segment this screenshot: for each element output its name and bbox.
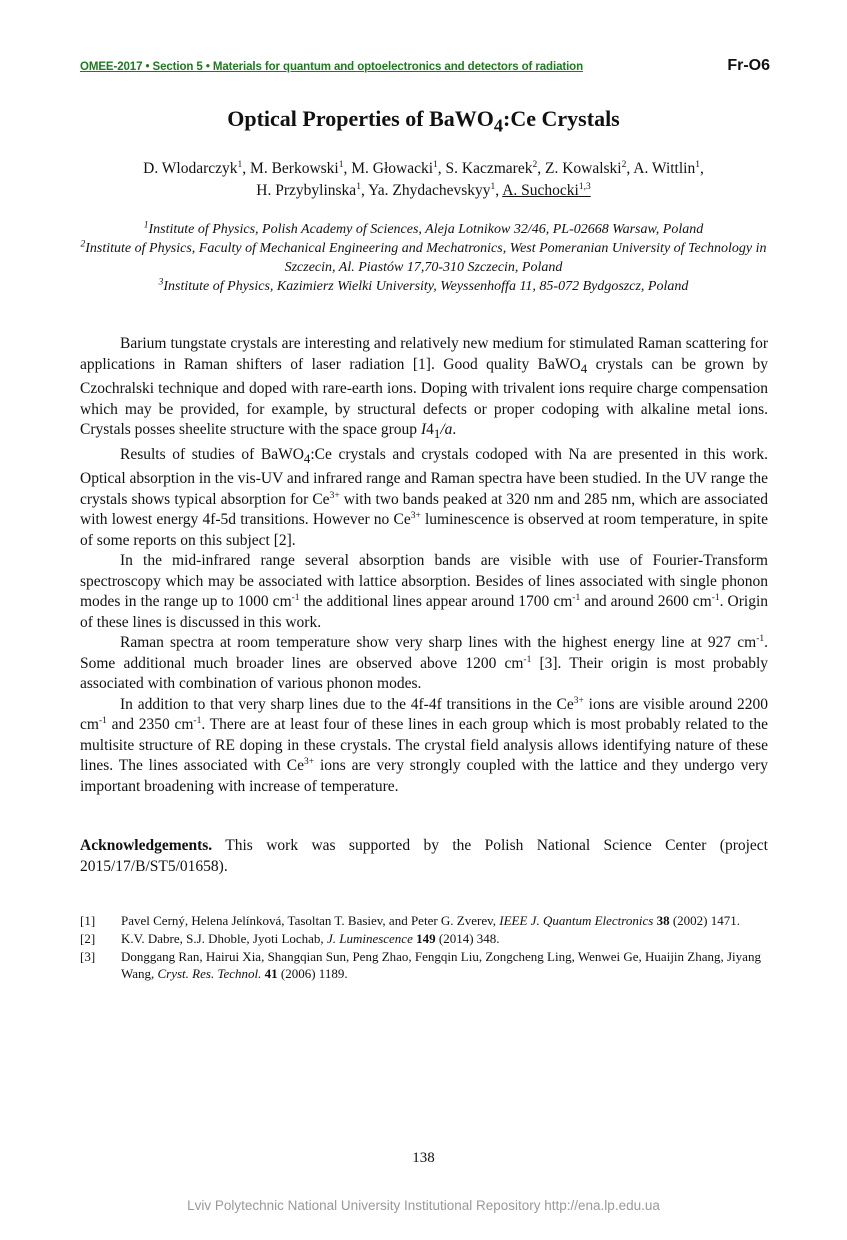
author-affil: 2: [532, 159, 538, 170]
space-group: /a: [440, 421, 453, 439]
title-text: Optical Properties of BaWO: [227, 106, 494, 131]
reference-details: (2006) 1189.: [277, 966, 348, 981]
author-affil: 1,3: [578, 181, 591, 192]
text: and 2350 cm: [106, 716, 194, 734]
reference-number: [2]: [80, 931, 96, 946]
superscript: 3+: [410, 511, 421, 522]
author: , S. Kaczmarek: [437, 160, 533, 177]
text: the additional lines appear around 1700 cm: [299, 593, 573, 611]
abstract-body: [80, 334, 768, 797]
reference-journal: IEEE J. Quantum Electronics: [499, 913, 654, 928]
author-affil: 2: [621, 159, 627, 170]
author-sep: ,: [495, 182, 503, 199]
affiliation-2: [70, 239, 777, 277]
superscript: -1: [523, 654, 532, 665]
superscript: -1: [291, 593, 300, 604]
text: luminescence is observed at room temperature, in spite of some reports on this subject [2].: [80, 511, 768, 549]
paragraph-2: [80, 445, 768, 552]
presenting-author-name: A. Suchocki: [502, 182, 579, 199]
affiliation-text: Institute of Physics, Polish Academy of Sciences, Aleja Lotnikow 32/46, PL-02668 Warsaw, Poland: [148, 222, 704, 237]
text: Results of studies of BaWO: [120, 445, 304, 463]
text: . Origin of these lines is discussed in this work.: [80, 593, 769, 631]
text: with two bands peaked at 320 nm and 285 nm, which are associated with lowest energy 4f-5d transitions. However no Ce: [80, 490, 768, 529]
subscript: 1: [433, 426, 441, 442]
author-affil: 1: [237, 159, 243, 170]
author: , M. Głowacki: [343, 160, 434, 177]
author: H. Przybylinska: [256, 182, 357, 199]
reference-journal: Cryst. Res. Technol.: [157, 966, 262, 981]
author-affil: 1: [356, 181, 361, 192]
repository-footer: Lviv Polytechnic National University Institutional Repository http://ena.lp.edu.ua: [187, 1198, 660, 1213]
text: [3]. Their origin is most probably associated with combination of various phonon modes.: [80, 654, 768, 693]
author: D. Wlodarczyk: [143, 160, 238, 177]
author-affil: 1: [433, 159, 438, 170]
page-number: 138: [412, 1150, 435, 1166]
text: . There are at least four of these lines in each group which is most probably related to the multisite structure of RE doping in these crystals. The crystal field analysis allows identifying nature of these lines. The lines associated with Ce: [80, 716, 768, 775]
reference-list: [80, 912, 770, 983]
reference-number: [1]: [80, 913, 96, 928]
reference-authors: K.V. Dabre, S.J. Dhoble, Jyoti Lochab,: [121, 931, 327, 946]
text: In the mid-infrared range several absorption bands are visible with use of Fourier-Transform spectroscopy which may be associated with lattice absorption. Besides of lines associated with single phonon modes in the range up to 1000 cm: [80, 552, 768, 611]
superscript: -1: [756, 634, 765, 645]
affiliation-text: Institute of Physics, Faculty of Mechanical Engineering and Mechatronics, West Pomeranian University of Technology in Szczecin, Al. Piastów 17,70-310 Szczecin, Poland: [85, 241, 767, 275]
affiliation-number: 3: [158, 277, 164, 288]
text: . Some additional much broader lines are observed above 1200 cm: [80, 634, 768, 672]
affiliation-text: Institute of Physics, Kazimierz Wielki University, Weyssenhoffa 11, 85-072 Bydgoszcz, Poland: [163, 279, 689, 294]
author: , Z. Kowalski: [537, 160, 622, 177]
paragraph-5: [80, 695, 768, 798]
presenting-author: [502, 182, 591, 199]
text: ions are very strongly coupled with the lattice and they undergo very important broadening with increase of temperature.: [80, 757, 768, 795]
author: , M. Berkowski: [242, 160, 339, 177]
running-header: [80, 57, 770, 77]
author-affil: 1: [490, 181, 496, 192]
space-group: I: [420, 421, 427, 439]
superscript: 3+: [573, 695, 584, 706]
superscript: 3+: [329, 490, 340, 501]
affiliation-1: [70, 220, 777, 239]
author: , Ya. Zhydachevskyy: [360, 182, 491, 199]
reference-authors: Donggang Ran, Hairui Xia, Shangqian Sun, Peng Zhao, Fengqin Liu, Zongcheng Ling, Wenwei Ge, Huaijin Zhang, Jiyang Wang,: [121, 949, 761, 981]
author-affil: 1: [695, 159, 700, 170]
text: .: [452, 421, 457, 439]
reference-item: [80, 912, 770, 929]
acknowledgements-label: Acknowledgements.: [80, 837, 213, 854]
author: , A. Wittlin: [626, 160, 696, 177]
paragraph-4: [80, 633, 768, 695]
affiliations: [70, 220, 777, 296]
superscript: -1: [98, 716, 107, 727]
reference-number: [3]: [80, 949, 96, 964]
reference-item: [80, 930, 770, 947]
reference-volume: 149: [412, 931, 436, 946]
text: 4: [426, 421, 434, 439]
acknowledgements: [80, 836, 768, 877]
superscript: 3+: [303, 757, 315, 768]
text: Raman spectra at room temperature show very sharp lines with the highest energy line at 927 cm: [120, 634, 757, 652]
text: In addition to that very sharp lines due to the 4f-4f transitions in the Ce: [120, 695, 574, 713]
author-affil: 1: [338, 159, 344, 170]
text: crystals can be grown by Czochralski technique and doped with rare-earth ions. Doping with trivalent ions require charge compensation which may be provided, for example, by structural defects or proper codoping with alkaline metal ions. Crystals posses sheelite structure with the space group: [80, 355, 769, 439]
paper-code: Fr-O6: [727, 57, 770, 74]
running-title: OMEE-2017 • Section 5 • Materials for quantum and optoelectronics and detectors of radiation: [80, 61, 584, 73]
author-list: [60, 158, 787, 202]
subscript: 4: [580, 360, 588, 376]
paragraph-1: [80, 334, 768, 445]
reference-details: (2002) 1471.: [669, 913, 740, 928]
text: ions are visible around 2200 cm: [80, 695, 768, 734]
reference-authors: Pavel Cerný, Helena Jelínková, Tasoltan T. Basiev, and Peter G. Zverev,: [121, 913, 500, 928]
paragraph-3: [80, 551, 768, 633]
title-text-end: :Ce Crystals: [503, 106, 620, 131]
reference-volume: 41: [261, 966, 278, 981]
text: and around 2600 cm: [580, 593, 712, 611]
superscript: -1: [711, 593, 720, 604]
affiliation-number: 1: [143, 220, 149, 231]
text: Barium tungstate crystals are interesting and relatively new medium for stimulated Raman scattering for applications in Raman shifters of laser radiation [1]. Good quality BaWO: [80, 335, 768, 373]
author-sep: ,: [699, 160, 704, 177]
paper-title: [0, 106, 847, 136]
superscript: -1: [572, 593, 581, 604]
reference-details: (2014) 348.: [435, 931, 500, 946]
affiliation-3: [70, 277, 777, 296]
text: :Ce crystals and crystals codoped with Na are presented in this work. Optical absorption in the vis-UV and infrared range and Raman spectra have been studied. In the UV range the crystals shows typical absorption for Ce: [80, 445, 768, 508]
affiliation-number: 2: [80, 239, 86, 250]
reference-volume: 38: [653, 913, 670, 928]
superscript: -1: [193, 716, 202, 727]
acknowledgements-text: This work was supported by the Polish National Science Center (project 2015/17/B/ST5/01658).: [80, 837, 768, 875]
subscript: 4: [303, 450, 311, 466]
reference-item: [80, 948, 770, 982]
reference-journal: J. Luminescence: [326, 931, 413, 946]
title-subscript: 4: [493, 115, 504, 136]
